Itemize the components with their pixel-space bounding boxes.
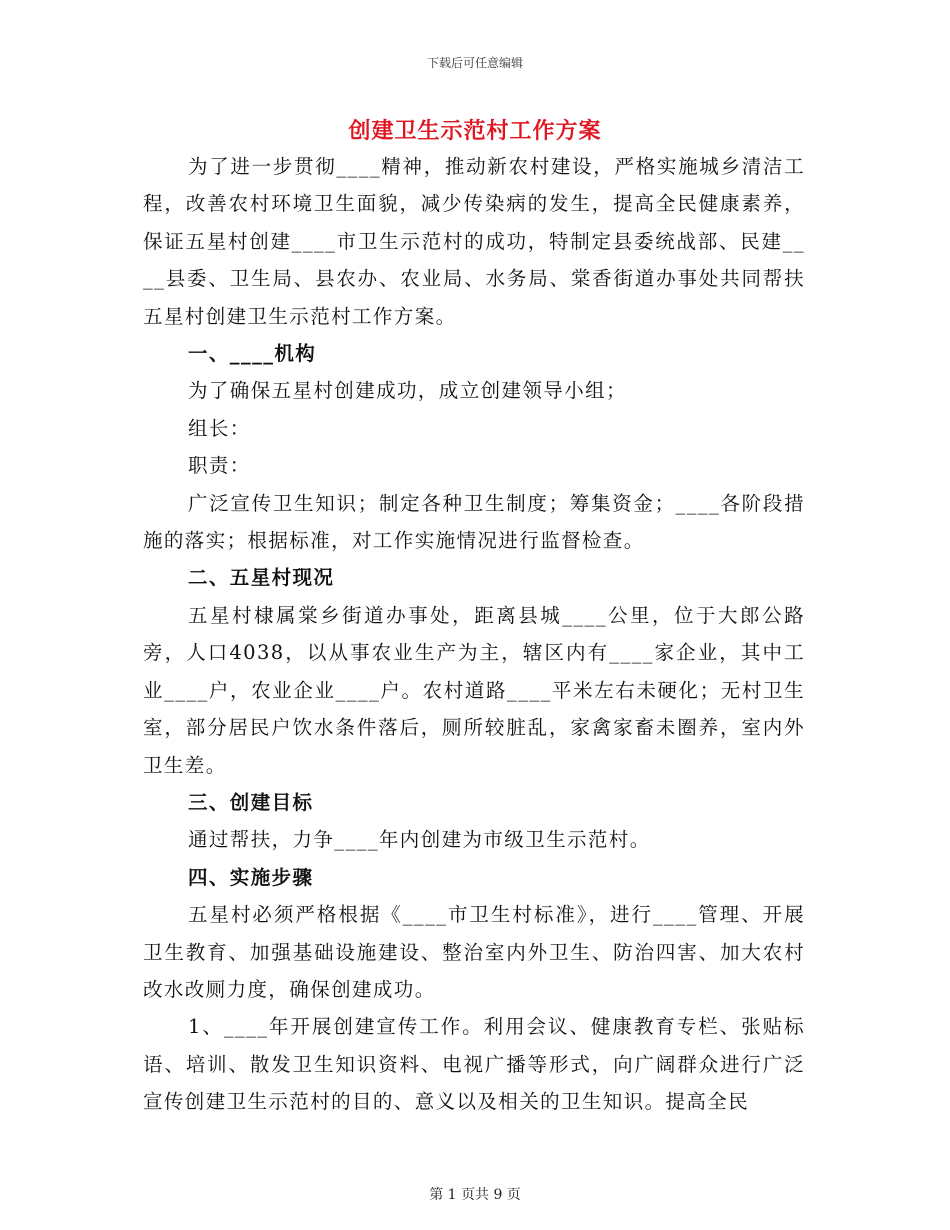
document-body (143, 148, 805, 1121)
section-heading-steps: 四、实施步骤 (188, 865, 314, 889)
paragraph: 1、____年开展创建宣传工作。利用会议、健康教育专栏、张贴标语、培训、散发卫生知识资料、电视广播等形式，向广阔群众进行广泛宣传创建卫生示范村的目的、意义以及相关的卫生知识。提高全民 (143, 1015, 805, 1114)
paragraph: 为了确保五星村创建成功，成立创建领导小组； (188, 379, 627, 403)
paragraph: 职责： (188, 454, 251, 478)
paragraph: 五星村棣属棠乡街道办事处，距离县城____公里，位于大郎公路旁，人口4038，以从事农业生产为主，辖区内有____家企业，其中工业____户，农业企业____户。农村道路____平米左右未硬化；无村卫生室，部分居民户饮水条件落后，厕所较脏乱，家禽家畜未圈养，室内外卫生差。 (143, 603, 805, 777)
section-heading-status: 二、五星村现况 (188, 566, 335, 590)
header-note: 下载后可任意编辑 (426, 56, 523, 70)
section-heading-organization: 一、____机构 (188, 342, 317, 366)
intro-paragraph: 为了进一步贯彻____精神，推动新农村建设，严格实施城乡清洁工程，改善农村环境卫生面貌，减少传染病的发生，提高全民健康素养，保证五星村创建____市卫生示范村的成功，特制定县委统战部、民建____县委、卫生局、县农办、农业局、水务局、棠香街道办事处共同帮扶五星村创建卫生示范村工作方案。 (143, 155, 805, 328)
paragraph: 组长： (188, 416, 251, 440)
section-heading-goal: 三、创建目标 (188, 790, 314, 814)
document-title: 创建卫生示范村工作方案 (348, 118, 602, 144)
paragraph: 通过帮扶，力争____年内创建为市级卫生示范村。 (188, 828, 651, 852)
paragraph: 五星村必须严格根据《____市卫生村标准》，进行____管理、开展卫生教育、加强基础设施建设、整治室内外卫生、防治四害、加大农村改水改厕力度，确保创建成功。 (143, 903, 805, 1001)
page-footer: 第 1 页共 9 页 (429, 1187, 521, 1203)
paragraph: 广泛宣传卫生知识；制定各种卫生制度；筹集资金；____各阶段措施的落实；根据标准，对工作实施情况进行监督检查。 (143, 491, 805, 553)
